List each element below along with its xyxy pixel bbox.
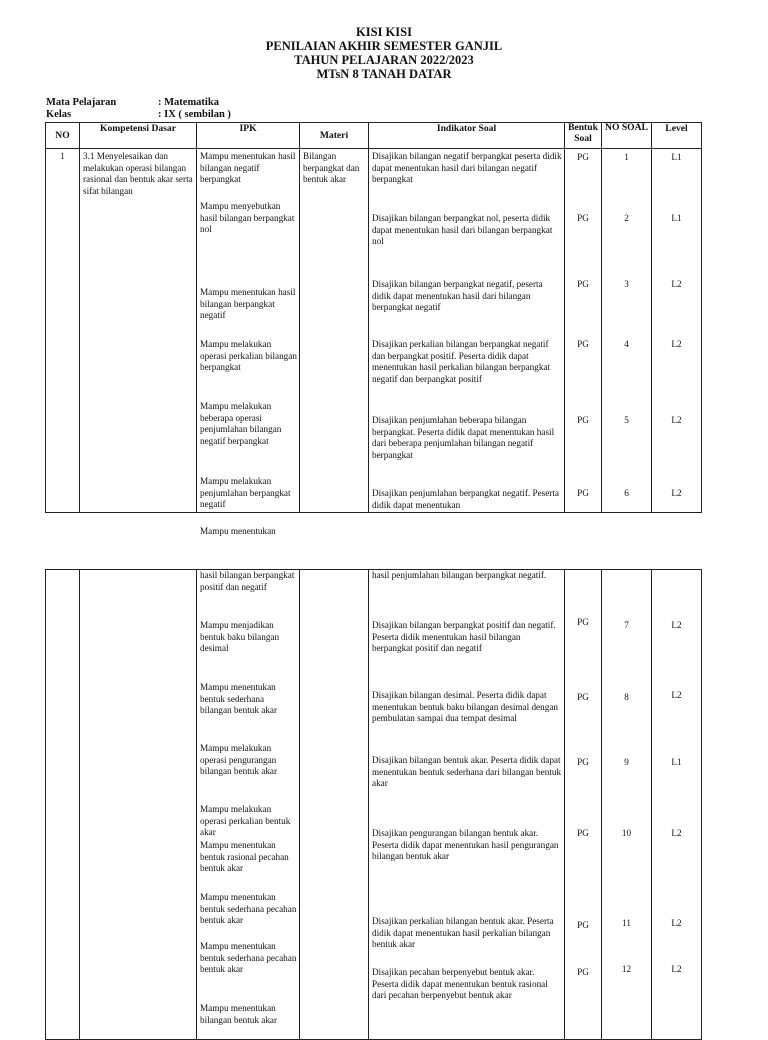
header-indikator: Indikator Soal xyxy=(369,123,565,149)
kisi-table-1 xyxy=(45,122,702,536)
doc-title-1: KISI KISI xyxy=(356,25,412,39)
cell-materi xyxy=(300,149,369,513)
bentuk-item: PG xyxy=(577,213,589,223)
nosoal-item: 5 xyxy=(624,415,629,425)
indikator-item: Disajikan penjumlahan beberapa bilangan berpangkat. Peserta didik dapat menentukan hasil dari beberapa penjumlahan bilangan negatif berpangkat xyxy=(372,415,555,460)
indikator-item: Disajikan bilangan berpangkat negatif, peserta didik dapat menentukan hasil dari bilangan berpangkat negatif xyxy=(372,279,543,313)
level-item: L2 xyxy=(671,690,682,700)
ipk-item: Mampu menentukan bentuk sederhana bilangan bentuk akar xyxy=(200,682,278,716)
table-row xyxy=(46,570,702,1040)
kd-text: 3.1 Menyelesaikan dan melakukan operasi bilangan rasional dan bentuk akar serta sifat bilangan xyxy=(83,151,193,196)
row-number: 1 xyxy=(60,151,65,161)
nosoal-item: 1 xyxy=(624,152,629,162)
indikator-item: hasil penjumlahan bilangan berpangkat negatif. xyxy=(372,570,547,580)
nosoal-item: 6 xyxy=(624,488,629,498)
indikator-item: Disajikan perkalian bilangan bentuk akar. Peserta didik dapat menentukan hasil perkalian bilangan bentuk akar xyxy=(372,916,554,950)
ipk-item: Mampu menyebutkan hasil bilangan berpangkat nol xyxy=(200,201,295,235)
header-row xyxy=(46,123,702,149)
level-item: L1 xyxy=(671,152,682,162)
ipk-item: Mampu menentukan hasil bilangan negatif berpangkat xyxy=(200,151,296,185)
cell-level xyxy=(652,149,702,513)
nosoal-item: 4 xyxy=(624,339,629,349)
ipk-item: Mampu menjadikan bentuk baku bilangan desimal xyxy=(200,620,280,654)
indikator-item: Disajikan bilangan negatif berpangkat peserta didik dapat menentukan hasil dari bilangan negatif berpangkat xyxy=(372,151,562,185)
header-nosoal: NO SOAL xyxy=(602,123,652,149)
indikator-item: Disajikan bilangan berpangkat nol, peserta didik dapat menentukan hasil dari bilangan berpangkat nol xyxy=(372,213,553,247)
meta-value: : IX ( sembilan ) xyxy=(158,109,231,120)
bentuk-item: PG xyxy=(577,152,589,162)
nosoal-item: 10 xyxy=(621,828,632,838)
bentuk-item: PG xyxy=(577,828,589,838)
meta-label: Kelas xyxy=(46,109,72,120)
level-item: L1 xyxy=(671,213,682,223)
indikator-item: Disajikan pengurangan bilangan bentuk akar. Peserta didik dapat menentukan hasil pengurangan bilangan bentuk akar xyxy=(372,828,559,862)
nosoal-item: 12 xyxy=(621,964,632,974)
cell-bentuk xyxy=(565,149,602,513)
cell-bentuk xyxy=(565,570,602,1040)
level-item: L2 xyxy=(671,488,682,498)
bentuk-item: PG xyxy=(577,279,589,289)
cell-no xyxy=(46,570,80,1040)
level-item: L2 xyxy=(671,415,682,425)
cell-nosoal xyxy=(602,149,652,513)
cell-kd xyxy=(80,149,197,513)
nosoal-item: 9 xyxy=(624,757,629,767)
cell-nosoal xyxy=(602,570,652,1040)
cell-indikator xyxy=(369,570,565,1040)
meta-value: : Matematika xyxy=(158,97,219,108)
header-kd: Kompetensi Dasar xyxy=(80,123,197,149)
doc-title-2: PENILAIAN AKHIR SEMESTER GANJIL xyxy=(265,39,503,53)
bentuk-item: PG xyxy=(577,339,589,349)
indikator-item: Disajikan pecahan berpenyebut bentuk akar. Peserta didik dapat menentukan bentuk rasional dari pecahan berpenyebut bentuk akar xyxy=(372,967,548,1001)
level-item: L2 xyxy=(671,828,682,838)
nosoal-item: 11 xyxy=(622,918,631,928)
ipk-item: Mampu melakukan operasi perkalian bilangan berpangkat xyxy=(200,339,297,373)
indikator-item: Disajikan penjumlahan berpangkat negatif. Peserta didik dapat menentukan xyxy=(372,488,560,510)
level-item: L2 xyxy=(671,620,682,630)
indikator-item: Disajikan bilangan desimal. Peserta didik dapat menentukan bentuk baku bilangan desimal dengan pembulatan sampai dua tempat desimal xyxy=(372,690,558,724)
ipk-item: Mampu menentukan bentuk sederhana pecahan bentuk akar xyxy=(200,892,297,926)
meta-label: Mata Pelajaran xyxy=(46,97,117,108)
ipk-item: Mampu menentukan bentuk rasional pecahan bentuk akar xyxy=(200,840,289,874)
ipk-item: Mampu melakukan operasi pengurangan bilangan bentuk akar xyxy=(200,743,278,777)
cell-no xyxy=(46,149,80,513)
indikator-item: Disajikan bilangan berpangkat positif dan negatif. Peserta didik menentukan hasil bilangan berpangkat positif dan negatif xyxy=(372,620,556,654)
level-item: L1 xyxy=(671,757,682,767)
nosoal-item: 2 xyxy=(624,213,629,223)
ipk-item: Mampu menentukan xyxy=(200,526,276,536)
doc-title-4: MTsN 8 TANAH DATAR xyxy=(316,67,452,81)
header-ipk: IPK xyxy=(197,123,300,149)
level-item: L2 xyxy=(671,918,682,928)
header-bentuk: Bentuk Soal xyxy=(565,123,602,149)
header-materi: Materi xyxy=(300,123,369,149)
cell-kd xyxy=(80,570,197,1040)
level-item: L2 xyxy=(671,279,682,289)
bentuk-item: PG xyxy=(577,415,589,425)
level-item: L2 xyxy=(671,964,682,974)
materi-text: Bilangan berpangkat dan bentuk akar xyxy=(303,151,360,185)
cell-ipk xyxy=(197,570,300,1040)
meta-class xyxy=(46,109,231,121)
indikator-item: Disajikan bilangan bentuk akar. Peserta didik dapat menentukan bentuk sederhana dari bilangan bentuk akar xyxy=(372,755,562,789)
level-item: L2 xyxy=(671,339,682,349)
bentuk-item: PG xyxy=(577,757,589,767)
ipk-item: Mampu menentukan hasil bilangan berpangkat negatif xyxy=(200,287,296,321)
bentuk-item: PG xyxy=(577,692,589,702)
doc-title-3: TAHUN PELAJARAN 2022/2023 xyxy=(294,53,474,67)
ipk-item: Mampu melakukan operasi perkalian bentuk akar xyxy=(200,804,291,838)
bentuk-item: PG xyxy=(577,488,589,498)
cell-indikator xyxy=(369,149,565,513)
cell-level xyxy=(652,570,702,1040)
nosoal-item: 7 xyxy=(624,620,629,630)
cell-ipk xyxy=(197,149,300,536)
ipk-item: Mampu menentukan bilangan bentuk akar xyxy=(200,1003,278,1025)
ipk-item: Mampu melakukan beberapa operasi penjumlahan bilangan negatif berpangkat xyxy=(200,401,282,446)
nosoal-item: 3 xyxy=(624,279,629,289)
header-level: Level xyxy=(652,123,702,149)
nosoal-item: 8 xyxy=(624,692,629,702)
bentuk-item: PG xyxy=(577,967,589,977)
ipk-item: Mampu melakukan penjumlahan berpangkat negatif xyxy=(200,476,291,510)
cell-materi xyxy=(300,570,369,1040)
header-no: NO xyxy=(46,123,80,149)
ipk-item: Mampu menentukan bentuk sederhana pecahan bentuk akar xyxy=(200,941,297,975)
table-row xyxy=(46,149,702,513)
bentuk-item: PG xyxy=(577,920,589,930)
ipk-item: hasil bilangan berpangkat positif dan negatif xyxy=(200,570,295,592)
kisi-table-2 xyxy=(45,569,702,1040)
indikator-item: Disajikan perkalian bilangan berpangkat negatif dan berpangkat positif. Peserta didik dapat menentukan hasil perkalian bilangan berpangkat negatif dan berpangkat positif xyxy=(372,339,551,384)
bentuk-item: PG xyxy=(577,617,589,627)
meta-subject xyxy=(46,97,219,109)
